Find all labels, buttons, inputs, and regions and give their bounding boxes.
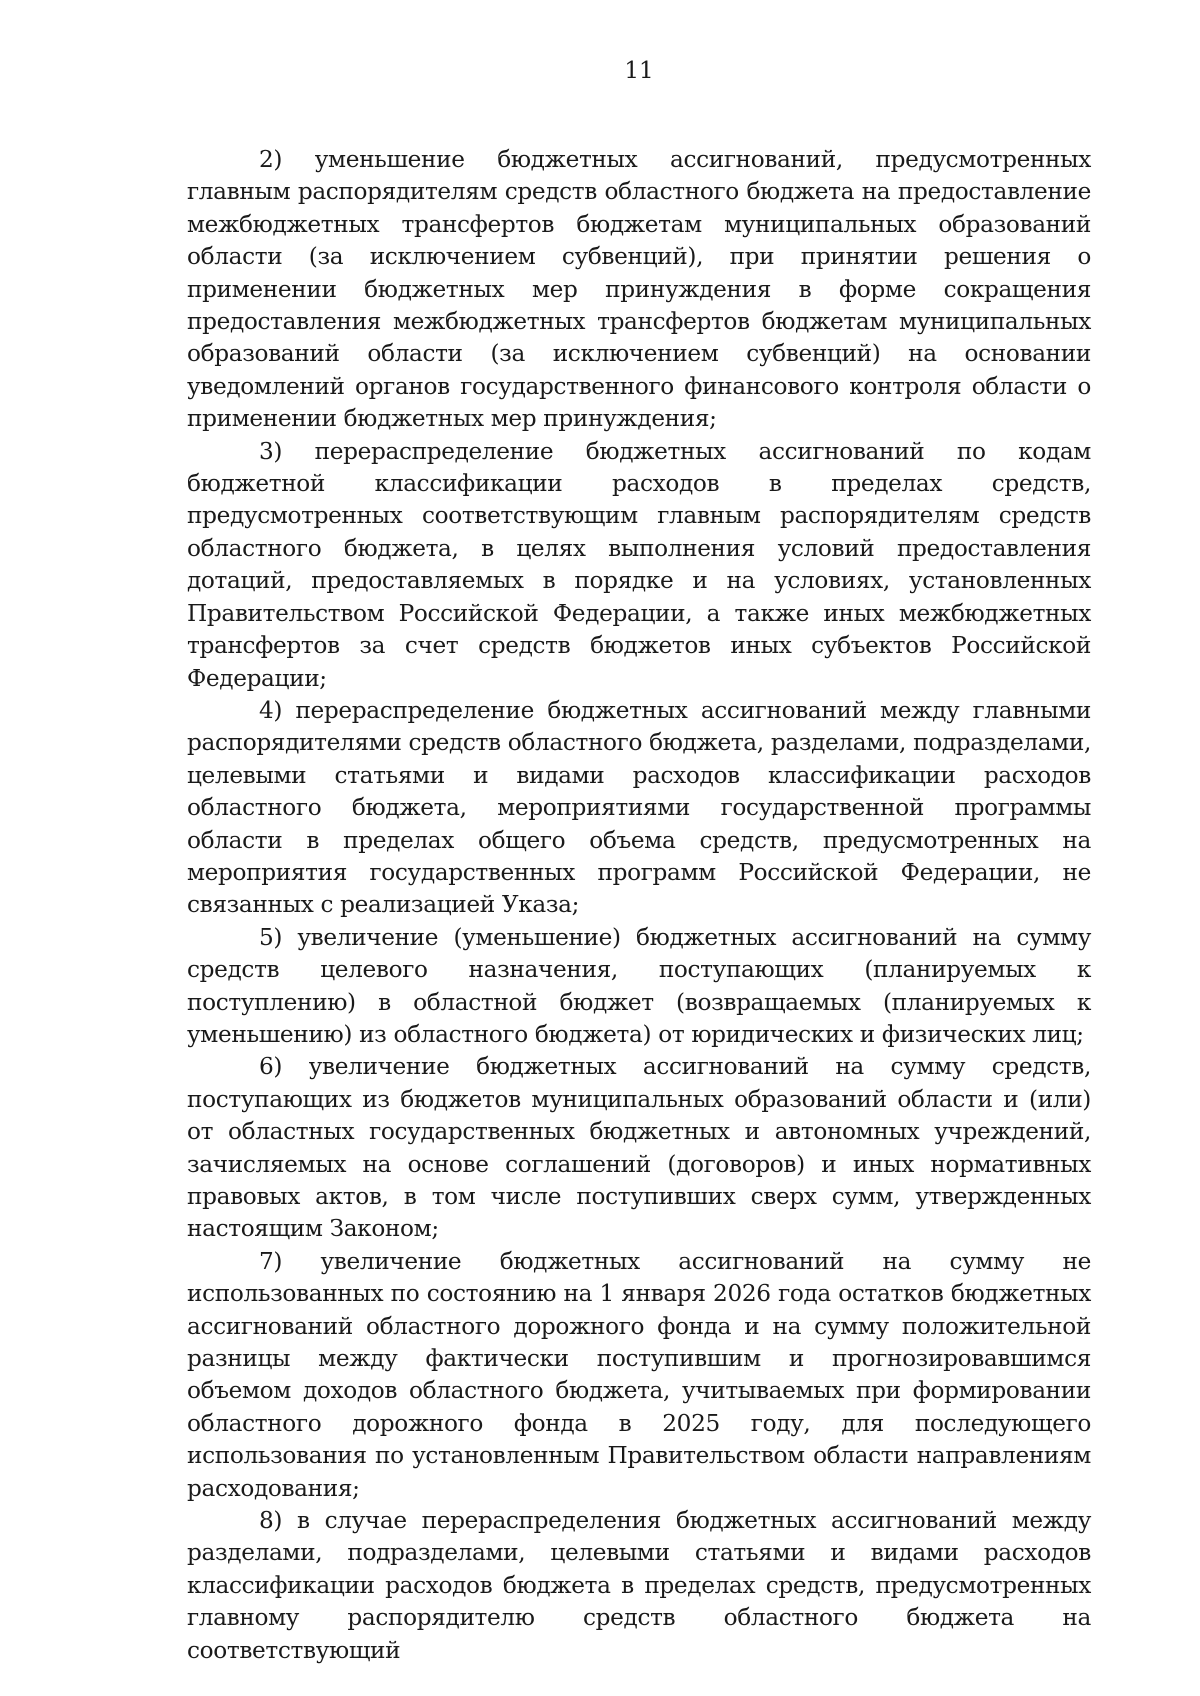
paragraph-item-8: 8) в случае перераспределения бюджетных ассигнований между разделами, подразделами, целевыми статьями и видами расходов классификации расходов бюджета в пределах средств, предусмотренных главному распорядителю средств областного бюджета на соответствующий xyxy=(187,1507,1091,1664)
paragraph-item-3: 3) перераспределение бюджетных ассигнований по кодам бюджетной классификации расходов в пределах средств, предусмотренных соответствующим главным распорядителям средств областного бюджета, в целях выполнения условий предоставления дотаций, предоставляемых в порядке и на условиях, установленных Правительством Российской Федерации, а также иных межбюджетных трансфертов за счет средств бюджетов иных субъектов Российской Федерации; xyxy=(187,437,1091,692)
paragraph-item-5: 5) увеличение (уменьшение) бюджетных ассигнований на сумму средств целевого назначения, поступающих (планируемых к поступлению) в областной бюджет (возвращаемых (планируемых к уменьшению) из областного бюджета) от юридических и физических лиц; xyxy=(187,923,1091,1048)
paragraph-item-2: 2) уменьшение бюджетных ассигнований, предусмотренных главным распорядителям средств областного бюджета на предоставление межбюджетных трансфертов бюджетам муниципальных образований области (за исключением субвенций), при принятии решения о применении бюджетных мер принуждения в форме сокращения предоставления межбюджетных трансфертов бюджетам муниципальных образований области (за исключением субвенций) на основании уведомлений органов государственного финансового контроля области о применении бюджетных мер принуждения; xyxy=(187,146,1091,433)
paragraph-item-7: 7) увеличение бюджетных ассигнований на сумму не использованных по состоянию на 1 января 2026 года остатков бюджетных ассигнований областного дорожного фонда и на сумму положительной разницы между фактически поступившим и прогнозировавшимся объемом доходов областного бюджета, учитываемых при формировании областного дорожного фонда в 2025 году, для последующего использования по установленным Правительством области направлениям расходования; xyxy=(187,1247,1091,1502)
paragraph-item-4: 4) перераспределение бюджетных ассигнований между главными распорядителями средств областного бюджета, разделами, подразделами, целевыми статьями и видами расходов классификации расходов областного бюджета, мероприятиями государственной программы области в пределах общего объема средств, предусмотренных на мероприятия государственных программ Российской Федерации, не связанных с реализацией Указа; xyxy=(187,696,1091,919)
paragraph-item-6: 6) увеличение бюджетных ассигнований на сумму средств, поступающих из бюджетов муниципальных образований области и (или) от областных государственных бюджетных и автономных учреждений, зачисляемых на основе соглашений (договоров) и иных нормативных правовых актов, в том числе поступивших сверх сумм, утвержденных настоящим Законом; xyxy=(187,1053,1091,1243)
page-number: 11 xyxy=(624,58,654,84)
document-body xyxy=(187,144,1091,1667)
